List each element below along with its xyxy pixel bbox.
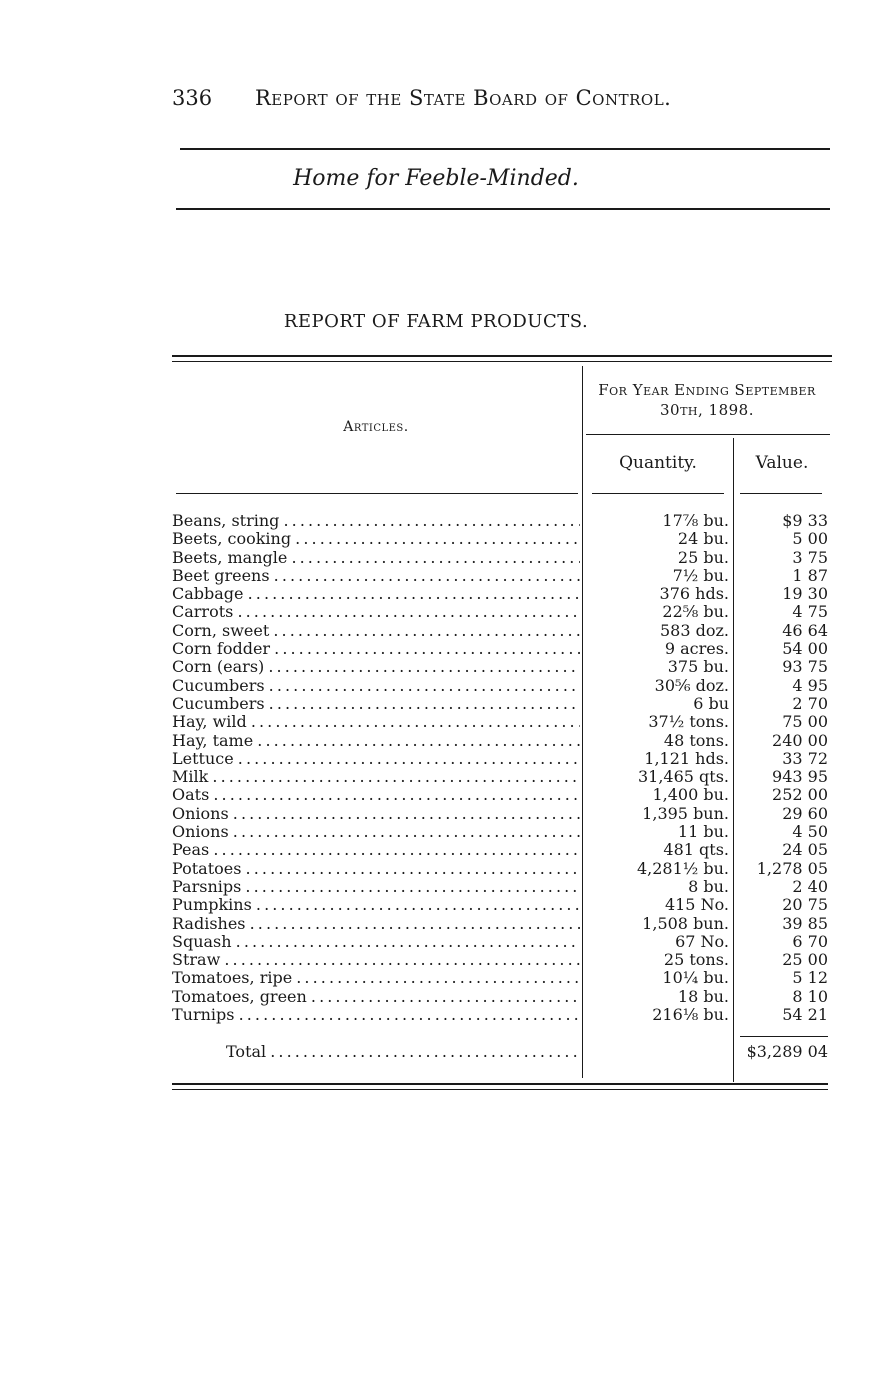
- period-underline: [586, 434, 830, 435]
- article-name: Corn, sweet . . .: [172, 622, 580, 640]
- header-articles: Articles.: [343, 419, 409, 435]
- table-row: [170, 896, 832, 914]
- table-top-rule-1: [172, 355, 832, 357]
- article-value: 5 00: [792, 529, 828, 549]
- total-row: [170, 1042, 832, 1062]
- table-row: [170, 750, 832, 768]
- table-row: [170, 988, 832, 1006]
- article-quantity: 1,121 hds.: [644, 748, 729, 768]
- table-row: [170, 713, 832, 731]
- article-name: Turnips . . .: [172, 1006, 580, 1024]
- article-name: Radishes . . .: [172, 915, 580, 933]
- article-value: 2 70: [792, 693, 828, 713]
- article-quantity: 1,395 bun.: [642, 803, 729, 823]
- article-quantity: 415 No.: [664, 895, 729, 915]
- article-value: 24 05: [782, 840, 828, 860]
- table-row: [170, 530, 832, 548]
- table-bottom-rule-2: [172, 1089, 828, 1090]
- article-value: 252 00: [772, 785, 828, 805]
- article-value: 3 75: [792, 547, 828, 567]
- article-quantity: 10¼ bu.: [662, 968, 729, 988]
- total-value: $3,289 04: [746, 1042, 828, 1061]
- table-row: [170, 1006, 832, 1024]
- article-value: 240 00: [772, 730, 828, 750]
- table-row: [170, 768, 832, 786]
- article-name: Beet greens . . .: [172, 567, 580, 585]
- article-value: 2 40: [792, 876, 828, 896]
- article-quantity: 376 hds.: [659, 584, 729, 604]
- article-quantity: 11 bu.: [677, 822, 729, 842]
- subtitle-rule: [176, 208, 830, 210]
- article-name: Beets, mangle . . .: [172, 549, 580, 567]
- table-row: [170, 585, 832, 603]
- article-value: 943 95: [772, 767, 828, 787]
- article-value: 39 85: [782, 913, 828, 933]
- article-quantity: 17⅞ bu.: [662, 511, 729, 530]
- article-value: 8 10: [792, 986, 828, 1006]
- article-quantity: 375 bu.: [667, 657, 729, 677]
- article-quantity: 48 tons.: [663, 730, 729, 750]
- top-rule: [180, 148, 830, 150]
- article-value: 1,278 05: [756, 858, 828, 878]
- article-value: 19 30: [782, 584, 828, 604]
- article-value: 29 60: [782, 803, 828, 823]
- total-label: Total . . .: [226, 1042, 580, 1062]
- table-row: [170, 786, 832, 804]
- article-name: Parsnips . . .: [172, 878, 580, 896]
- article-name: Beans, string . . .: [172, 512, 580, 530]
- header-rule-articles: [176, 493, 578, 494]
- total-rule: [740, 1036, 828, 1037]
- table-row: [170, 512, 832, 530]
- article-quantity: 22⅝ bu.: [662, 602, 729, 622]
- table-row: [170, 640, 832, 658]
- article-quantity: 6 bu: [693, 693, 729, 713]
- article-quantity: 31,465 qts.: [637, 767, 729, 787]
- article-name: Cucumbers . . .: [172, 695, 580, 713]
- article-quantity: 481 qts.: [663, 840, 729, 860]
- article-name: Onions . . .: [172, 823, 580, 841]
- subtitle: Home for Feeble-Minded.: [293, 166, 579, 191]
- table-row: [170, 951, 832, 969]
- article-quantity: 1,508 bun.: [642, 913, 729, 933]
- article-value: 33 72: [782, 748, 828, 768]
- article-name: Pumpkins . . .: [172, 896, 580, 914]
- table-row: [170, 823, 832, 841]
- article-value: 6 70: [792, 931, 828, 951]
- article-name: Straw . . .: [172, 951, 580, 969]
- article-name: Hay, tame . . .: [172, 732, 580, 750]
- article-value: 46 64: [782, 620, 828, 640]
- article-quantity: 25 tons.: [663, 950, 729, 970]
- article-name: Potatoes . . .: [172, 860, 580, 878]
- table-row: [170, 677, 832, 695]
- article-value: 25 00: [782, 950, 828, 970]
- article-value: 1 87: [792, 565, 828, 585]
- table-row: [170, 658, 832, 676]
- table-body: [170, 512, 832, 1024]
- article-value: 4 50: [792, 822, 828, 842]
- table-row: [170, 732, 832, 750]
- article-value: 4 95: [792, 675, 828, 695]
- article-value: 75 00: [782, 712, 828, 732]
- article-quantity: 24 bu.: [677, 529, 729, 549]
- article-value: 4 75: [792, 602, 828, 622]
- article-name: Hay, wild . . .: [172, 713, 580, 731]
- article-name: Squash . . .: [172, 933, 580, 951]
- header-quantity: Quantity.: [619, 453, 697, 473]
- article-name: Cucumbers . . .: [172, 677, 580, 695]
- section-title: REPORT OF FARM PRODUCTS.: [283, 311, 589, 332]
- article-value: 54 21: [782, 1005, 828, 1025]
- article-name: Milk . . .: [172, 768, 580, 786]
- article-name: Peas . . .: [172, 841, 580, 859]
- table-row: [170, 841, 832, 859]
- article-name: Corn (ears) . . .: [172, 658, 580, 676]
- article-value: $9 33: [782, 511, 828, 530]
- article-quantity: 9 acres.: [664, 639, 729, 659]
- article-quantity: 4,281½ bu.: [636, 858, 729, 878]
- article-name: Carrots . . .: [172, 603, 580, 621]
- article-name: Corn fodder . . .: [172, 640, 580, 658]
- article-name: Tomatoes, green . . .: [172, 988, 580, 1006]
- article-value: 54 00: [782, 639, 828, 659]
- article-name: Onions . . .: [172, 805, 580, 823]
- table-row: [170, 933, 832, 951]
- running-title: Report of the State Board of Control.: [255, 86, 672, 110]
- table-row: [170, 567, 832, 585]
- table-row: [170, 860, 832, 878]
- table-row: [170, 915, 832, 933]
- table-row: [170, 969, 832, 987]
- article-quantity: 25 bu.: [677, 547, 729, 567]
- header-value: Value.: [755, 453, 809, 473]
- table-bottom-rule-1: [172, 1083, 828, 1085]
- article-value: 5 12: [792, 968, 828, 988]
- article-quantity: 18 bu.: [677, 986, 729, 1006]
- table-row: [170, 805, 832, 823]
- table-row: [170, 603, 832, 621]
- table-row: [170, 622, 832, 640]
- header-period: For Year Ending September 30th, 1898.: [598, 381, 816, 419]
- article-quantity: 37½ tons.: [648, 712, 729, 732]
- article-name: Beets, cooking . . .: [172, 530, 580, 548]
- article-name: Oats . . .: [172, 786, 580, 804]
- article-quantity: 8 bu.: [688, 876, 729, 896]
- article-name: Lettuce . . .: [172, 750, 580, 768]
- article-quantity: 67 No.: [675, 931, 729, 951]
- article-name: Cabbage . . .: [172, 585, 580, 603]
- article-quantity: 30⅚ doz.: [654, 675, 729, 695]
- article-value: 93 75: [782, 657, 828, 677]
- article-quantity: 583 doz.: [659, 620, 729, 640]
- header-rule-quantity: [592, 493, 724, 494]
- page-number: 336: [172, 86, 213, 110]
- header-rule-value: [740, 493, 822, 494]
- article-quantity: 216⅛ bu.: [652, 1005, 729, 1025]
- table-row: [170, 695, 832, 713]
- article-quantity: 7½ bu.: [672, 565, 729, 585]
- table-top-rule-2: [172, 361, 832, 362]
- article-value: 20 75: [782, 895, 828, 915]
- article-name: Tomatoes, ripe . . .: [172, 969, 580, 987]
- article-quantity: 1,400 bu.: [652, 785, 729, 805]
- table-row: [170, 549, 832, 567]
- table-row: [170, 878, 832, 896]
